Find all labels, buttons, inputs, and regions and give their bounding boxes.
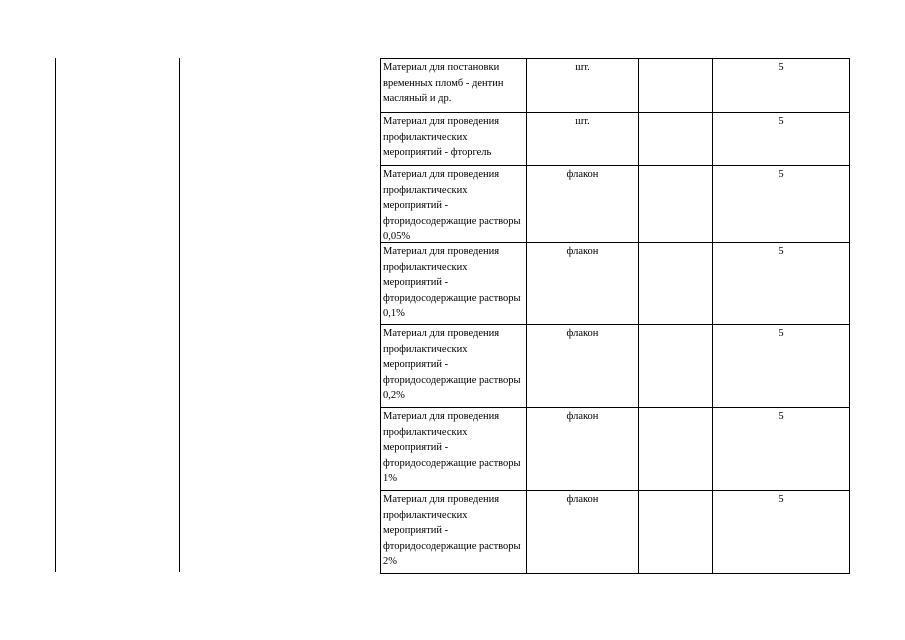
unit-cell: флакон [527,243,639,324]
unit-cell: флакон [527,325,639,407]
quantity-cell: 5 [778,246,784,257]
material-name-cell: Материал для проведения профилактических мероприятий - фторидосодержащие растворы 0,05% [381,166,527,242]
table-row [380,243,850,325]
material-name-cell: Материал для проведения профилактических мероприятий - фторгель [381,113,527,165]
table-row [380,59,850,113]
unit-cell: шт. [527,59,639,112]
empty-cell [639,59,713,112]
unit-cell: флакон [527,166,639,242]
quantity-cell: 5 [778,411,784,422]
material-name-cell: Материал для проведения профилактических мероприятий - фторидосодержащие растворы 0,2% [381,325,527,407]
table-row [380,408,850,491]
empty-cell [639,325,713,407]
material-name-cell: Материал для проведения профилактических мероприятий - фторидосодержащие растворы 1% [381,408,527,490]
unit-cell: шт. [527,113,639,165]
table-row [380,113,850,166]
left-column-rule-1 [55,58,56,572]
table-row [380,325,850,408]
unit-cell: флакон [527,491,639,573]
unit-cell: флакон [527,408,639,490]
empty-cell [639,408,713,490]
materials-table [380,58,850,574]
empty-cell [639,166,713,242]
table-row [380,166,850,243]
quantity-cell: 5 [778,328,784,339]
table-row [380,491,850,574]
quantity-cell: 5 [778,494,784,505]
quantity-cell: 5 [778,116,784,127]
quantity-cell: 5 [778,62,784,73]
quantity-cell: 5 [778,169,784,180]
left-column-rule-2 [179,58,180,572]
material-name-cell: Материал для проведения профилактических мероприятий - фторидосодержащие растворы 2% [381,491,527,573]
empty-cell [639,491,713,573]
empty-cell [639,243,713,324]
empty-cell [639,113,713,165]
material-name-cell: Материал для постановки временных пломб - дентин масляный и др. [381,59,527,112]
material-name-cell: Материал для проведения профилактических мероприятий - фторидосодержащие растворы 0,1% [381,243,527,324]
